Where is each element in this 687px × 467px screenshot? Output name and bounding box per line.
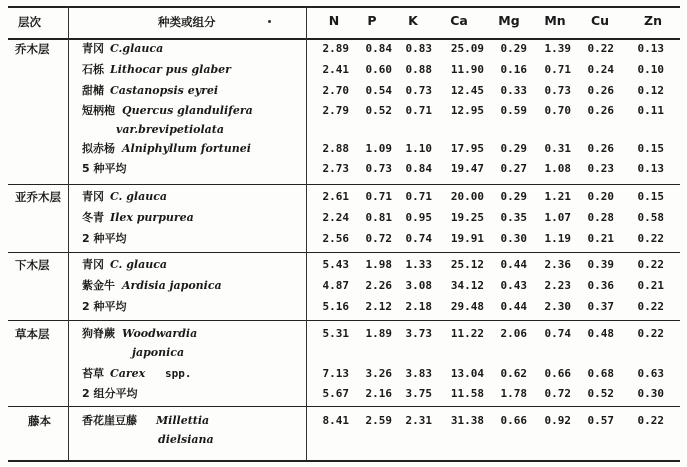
value-cu: 0.20 [587, 190, 614, 203]
value-mg: 0.27 [500, 162, 527, 175]
species-chinese-name: 甜槠 [82, 84, 104, 97]
value-n: 2.79 [322, 104, 349, 117]
value-k: 3.75 [405, 387, 432, 400]
value-k: 2.18 [405, 300, 432, 313]
value-cu: 0.21 [587, 232, 614, 245]
value-mg: 1.78 [500, 387, 527, 400]
value-p: 0.81 [365, 211, 392, 224]
value-mn: 0.72 [544, 387, 571, 400]
species-latin-name-continued: var.brevipetiolata [116, 123, 224, 136]
value-cu: 0.48 [587, 327, 614, 340]
value-cu: 0.24 [587, 63, 614, 76]
value-cu: 0.26 [587, 104, 614, 117]
value-p: 1.89 [365, 327, 392, 340]
species-chinese-name: 苔草 [82, 367, 104, 380]
value-n: 2.24 [322, 211, 349, 224]
value-mn: 1.08 [544, 162, 571, 175]
value-n: 2.70 [322, 84, 349, 97]
table-bottom-rule [8, 460, 680, 462]
value-mn: 1.39 [544, 42, 571, 55]
value-mn: 1.19 [544, 232, 571, 245]
header-element-p: P [367, 13, 377, 28]
value-zn: 0.11 [637, 104, 664, 117]
value-cu: 0.28 [587, 211, 614, 224]
column-divider [306, 7, 307, 460]
value-n: 7.13 [322, 367, 349, 380]
species-latin-name: Alniphyllum fortunei [122, 142, 251, 155]
value-p: 0.52 [365, 104, 392, 117]
value-n: 4.87 [322, 279, 349, 292]
value-ca: 11.90 [450, 63, 484, 76]
value-zn: 0.30 [637, 387, 664, 400]
header-layer: 层次 [18, 15, 41, 29]
value-ca: 13.04 [450, 367, 484, 380]
species-chinese-name: 青冈 [82, 258, 104, 271]
value-mn: 1.07 [544, 211, 571, 224]
value-cu: 0.23 [587, 162, 614, 175]
value-zn: 0.10 [637, 63, 664, 76]
value-k: 3.83 [405, 367, 432, 380]
value-n: 2.88 [322, 142, 349, 155]
value-k: 2.31 [405, 414, 432, 427]
species-latin-name: Castanopsis eyrei [110, 84, 219, 97]
value-mg: 0.29 [500, 42, 527, 55]
value-zn: 0.21 [637, 279, 664, 292]
value-ca: 11.22 [450, 327, 484, 340]
species-latin-name: Woodwardia [122, 327, 198, 340]
value-k: 0.74 [405, 232, 432, 245]
group-divider [8, 320, 680, 321]
value-p: 0.60 [365, 63, 392, 76]
value-zn: 0.22 [637, 258, 664, 271]
species-latin-name: Ardisia japonica [122, 279, 222, 292]
value-ca: 20.00 [450, 190, 484, 203]
value-ca: 25.12 [450, 258, 484, 271]
value-mn: 0.74 [544, 327, 571, 340]
value-mg: 0.44 [500, 300, 527, 313]
species-chinese-name: 拟赤杨 [82, 142, 115, 155]
header-element-cu: Cu [590, 13, 610, 28]
species-chinese-name: 2 种平均 [82, 300, 127, 313]
value-p: 0.54 [365, 84, 392, 97]
species-latin-name: C. glauca [110, 190, 168, 203]
value-mg: 0.33 [500, 84, 527, 97]
value-mn: 0.92 [544, 414, 571, 427]
value-mg: 0.30 [500, 232, 527, 245]
header-element-zn: Zn [644, 13, 662, 28]
value-n: 5.31 [322, 327, 349, 340]
value-ca: 12.45 [450, 84, 484, 97]
species-latin-name: Quercus glandulifera [122, 104, 253, 117]
value-ca: 17.95 [450, 142, 484, 155]
value-k: 1.10 [405, 142, 432, 155]
value-n: 2.61 [322, 190, 349, 203]
value-mn: 1.21 [544, 190, 571, 203]
species-latin-name: Millettia [156, 414, 210, 427]
species-latin-name-continued: dielsiana [158, 433, 214, 446]
value-n: 2.89 [322, 42, 349, 55]
value-zn: 0.22 [637, 414, 664, 427]
value-ca: 29.48 [450, 300, 484, 313]
species-chinese-name: 2 种平均 [82, 232, 127, 245]
value-mg: 0.59 [500, 104, 527, 117]
value-cu: 0.37 [587, 300, 614, 313]
layer-label: 藤本 [28, 414, 51, 428]
value-cu: 0.36 [587, 279, 614, 292]
value-ca: 12.95 [450, 104, 484, 117]
value-zn: 0.63 [637, 367, 664, 380]
value-n: 2.41 [322, 63, 349, 76]
value-mn: 0.31 [544, 142, 571, 155]
value-mg: 0.16 [500, 63, 527, 76]
value-zn: 0.12 [637, 84, 664, 97]
value-k: 3.73 [405, 327, 432, 340]
value-p: 2.16 [365, 387, 392, 400]
species-latin-name: Ilex purpurea [110, 211, 194, 224]
header-element-k: K [408, 13, 418, 28]
layer-label: 草本层 [15, 327, 50, 341]
value-k: 0.83 [405, 42, 432, 55]
value-mg: 0.66 [500, 414, 527, 427]
value-mn: 2.23 [544, 279, 571, 292]
value-zn: 0.13 [637, 42, 664, 55]
value-cu: 0.57 [587, 414, 614, 427]
value-p: 0.72 [365, 232, 392, 245]
value-cu: 0.26 [587, 142, 614, 155]
species-chinese-name: 狗脊蕨 [82, 327, 115, 340]
species-chinese-name: 青冈 [82, 42, 104, 55]
value-cu: 0.52 [587, 387, 614, 400]
header-bottom-rule [8, 38, 680, 40]
header-element-mn: Mn [544, 13, 566, 28]
species-latin-name: Carex [110, 367, 146, 380]
species-chinese-name: 5 种平均 [82, 162, 127, 175]
layer-label: 亚乔木层 [15, 190, 61, 204]
species-latin-name: C. glauca [110, 258, 168, 271]
value-k: 0.95 [405, 211, 432, 224]
value-mg: 2.06 [500, 327, 527, 340]
value-p: 2.59 [365, 414, 392, 427]
species-chinese-name: 短柄枹 [82, 104, 115, 117]
value-mg: 0.44 [500, 258, 527, 271]
value-cu: 0.22 [587, 42, 614, 55]
value-mg: 0.35 [500, 211, 527, 224]
header-element-ca: Ca [450, 13, 468, 28]
value-mg: 0.62 [500, 367, 527, 380]
species-latin-suffix: spp. [165, 367, 192, 380]
group-divider [8, 406, 680, 407]
value-ca: 31.38 [450, 414, 484, 427]
value-k: 0.73 [405, 84, 432, 97]
table-top-rule [8, 6, 680, 8]
value-zn: 0.58 [637, 211, 664, 224]
header-species: 种类或组分 [158, 15, 216, 29]
group-divider [8, 252, 680, 253]
value-n: 5.67 [322, 387, 349, 400]
value-n: 8.41 [322, 414, 349, 427]
species-chinese-name: 冬青 [82, 211, 104, 224]
species-chinese-name: 香花崖豆藤 [82, 414, 137, 427]
value-p: 2.26 [365, 279, 392, 292]
value-p: 0.73 [365, 162, 392, 175]
header-element-n: N [328, 13, 340, 28]
value-ca: 19.91 [450, 232, 484, 245]
value-cu: 0.26 [587, 84, 614, 97]
value-mg: 0.29 [500, 142, 527, 155]
value-zn: 0.22 [637, 300, 664, 313]
value-mg: 0.29 [500, 190, 527, 203]
species-chinese-name: 青冈 [82, 190, 104, 203]
value-ca: 25.09 [450, 42, 484, 55]
species-chinese-name: 石栎 [82, 63, 104, 76]
value-n: 5.16 [322, 300, 349, 313]
value-mn: 0.71 [544, 63, 571, 76]
species-chinese-name: 2 组分平均 [82, 387, 138, 400]
species-latin-name: C.glauca [110, 42, 164, 55]
value-mg: 0.43 [500, 279, 527, 292]
value-n: 5.43 [322, 258, 349, 271]
value-p: 1.98 [365, 258, 392, 271]
value-k: 0.71 [405, 104, 432, 117]
group-divider [8, 184, 680, 185]
header-mark [268, 20, 271, 23]
value-ca: 11.58 [450, 387, 484, 400]
value-mn: 0.66 [544, 367, 571, 380]
value-cu: 0.68 [587, 367, 614, 380]
value-ca: 19.47 [450, 162, 484, 175]
value-p: 0.71 [365, 190, 392, 203]
layer-label: 下木层 [15, 258, 50, 272]
value-zn: 0.22 [637, 327, 664, 340]
value-p: 0.84 [365, 42, 392, 55]
value-k: 0.88 [405, 63, 432, 76]
value-p: 1.09 [365, 142, 392, 155]
value-ca: 19.25 [450, 211, 484, 224]
value-k: 3.08 [405, 279, 432, 292]
value-k: 1.33 [405, 258, 432, 271]
value-mn: 2.30 [544, 300, 571, 313]
value-ca: 34.12 [450, 279, 484, 292]
species-chinese-name: 紫金牛 [82, 279, 115, 292]
value-p: 3.26 [365, 367, 392, 380]
value-zn: 0.15 [637, 142, 664, 155]
header-element-mg: Mg [498, 13, 520, 28]
value-zn: 0.22 [637, 232, 664, 245]
layer-label: 乔木层 [15, 42, 50, 56]
value-n: 2.73 [322, 162, 349, 175]
value-k: 0.71 [405, 190, 432, 203]
value-k: 0.84 [405, 162, 432, 175]
value-mn: 2.36 [544, 258, 571, 271]
value-mn: 0.70 [544, 104, 571, 117]
value-zn: 0.13 [637, 162, 664, 175]
species-latin-name: Lithocar pus glaber [110, 63, 231, 76]
value-mn: 0.73 [544, 84, 571, 97]
value-p: 2.12 [365, 300, 392, 313]
species-latin-name-continued: japonica [132, 346, 185, 359]
value-n: 2.56 [322, 232, 349, 245]
value-cu: 0.39 [587, 258, 614, 271]
value-zn: 0.15 [637, 190, 664, 203]
column-divider [68, 7, 69, 460]
